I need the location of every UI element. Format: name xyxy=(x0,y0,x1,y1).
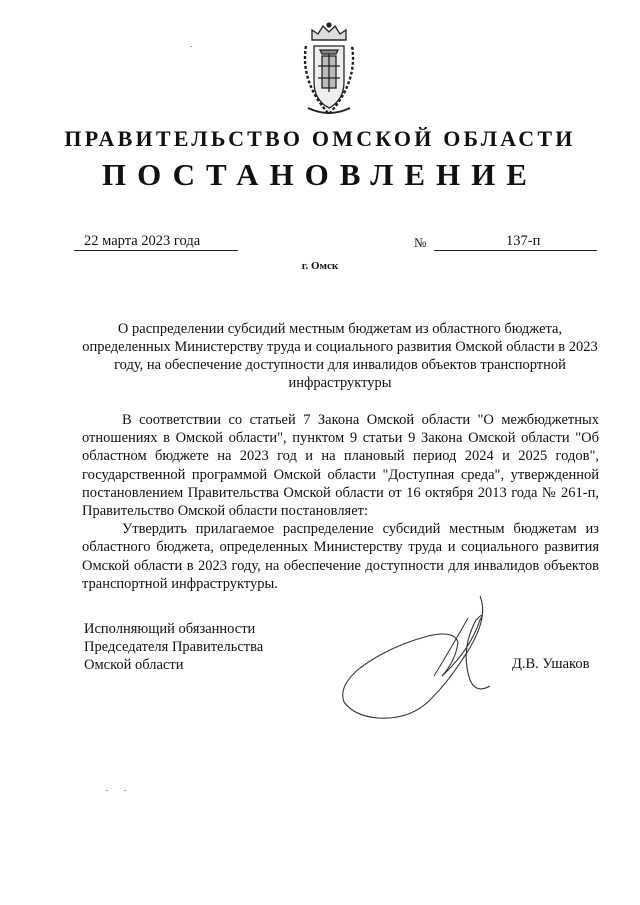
document-date: 22 марта 2023 года xyxy=(74,233,238,251)
document-type-title: ПОСТАНОВЛЕНИЕ xyxy=(102,157,538,192)
scan-speck xyxy=(106,790,108,791)
number-sign: № xyxy=(414,235,427,250)
document-body xyxy=(82,411,599,593)
signature-icon xyxy=(330,590,500,730)
city-label: г. Омск xyxy=(301,260,339,272)
scan-speck xyxy=(124,790,126,791)
signer-position: Исполняющий обязанности Председателя Правительства Омской области xyxy=(84,621,264,673)
organization-title: ПРАВИТЕЛЬСТВО ОМСКОЙ ОБЛАСТИ xyxy=(64,126,576,151)
coat-of-arms-icon xyxy=(298,22,360,118)
signer-name: Д.В. Ушаков xyxy=(512,656,590,672)
document-number: 137-п xyxy=(434,233,597,251)
body-paragraph: В соответствии со статьей 7 Закона Омской области "О межбюджетных отношениях в Омской области", пунктом 9 статьи 9 Закона Омской области "Об областном бюджете на 2023 год и на плановый период 2024 и 2025 годов", государственной программой Омской области "Доступная среда", утвержденной постановлением Правительства Омской области от 16 октября 2013 года № 261-п, Правительство Омской области постановляет: xyxy=(82,412,599,520)
document-subject: О распределении субсидий местным бюджетам из областного бюджета, определенных Министерству труда и социального развития Омской области в 2023 году, на обеспечение доступности для инвалидов объектов транспортной инфраструктуры xyxy=(82,321,598,391)
scan-speck xyxy=(190,46,192,47)
body-paragraph: Утвердить прилагаемое распределение субсидий местным бюджетам из областного бюджета, определенных Министерству труда и социального развития Омской области в 2023 году, на обеспечение доступности для инвалидов объектов транспортной инфраструктуры. xyxy=(82,521,599,592)
